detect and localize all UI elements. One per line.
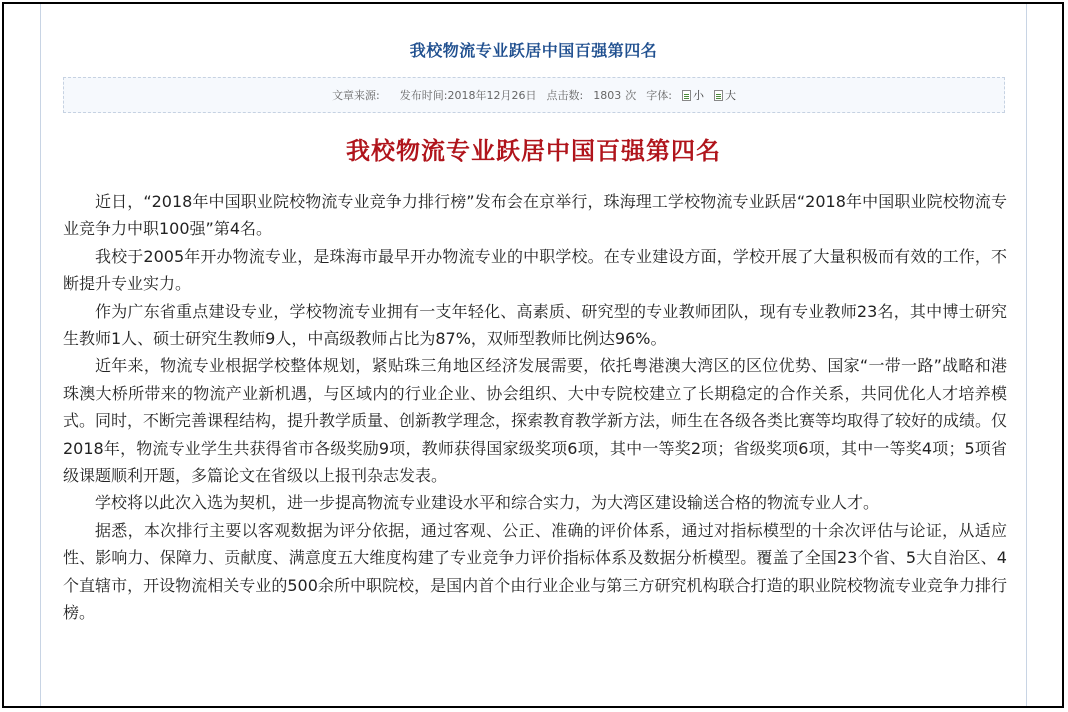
article-paragraph: 作为广东省重点建设专业，学校物流专业拥有一支年轻化、高素质、研究型的专业教师团队，现有专业教师23名，其中博士研究生教师1人、硕士研究生教师9人，中高级教师占比为87%，双师型教师比例达96%。 [63, 301, 1007, 349]
article-paragraph: 近日，“2018年中国职业院校物流专业竞争力排行榜”发布会在京举行，珠海理工学校物流专业跃居“2018年中国职业院校物流专业竞争力中职100强”第4名。 [63, 192, 1007, 239]
clicks-unit: 次 [625, 89, 637, 102]
article-body [63, 188, 1007, 627]
content-column [40, 4, 1027, 706]
article-meta-bar [63, 77, 1005, 113]
font-small-button[interactable] [682, 87, 704, 103]
article-heading: 我校物流专业跃居中国百强第四名 [346, 136, 721, 165]
page-frame [2, 2, 1064, 708]
font-large-label: 大 [724, 89, 736, 102]
article-paragraph: 学校将以此次入选为契机，进一步提高物流专业建设水平和综合实力，为大湾区建设输送合格的物流专业人才。 [95, 493, 880, 513]
clicks-label: 点击数: [546, 89, 584, 102]
date-label: 发布时间: [399, 89, 448, 102]
font-large-button[interactable] [714, 87, 736, 103]
article-paragraph: 近年来，物流专业根据学校整体规划，紧贴珠三角地区经济发展需要，依托粤港澳大湾区的区位优势、国家“一带一路”战略和港珠澳大桥所带来的物流产业新机遇，与区域内的行业企业、协会组织、大中专院校建立了长期稳定的合作关系，共同优化人才培养模式。同时，不断完善课程结构，提升教学质量、创新教学理念，探索教育教学新方法，师生在各级各类比赛等均取得了较好的成绩。仅2018年，物流专业学生共获得省市各级奖励9项，教师获得国家级奖项6项，其中一等奖2项；省级奖项6项，其中一等奖4项；5项省级课题顺利开题，多篇论文在省级以上报刊杂志发表。 [63, 356, 1008, 486]
font-label: 字体: [646, 89, 672, 102]
article-paragraph: 我校于2005年开办物流专业，是珠海市最早开办物流专业的中职学校。在专业建设方面，学校开展了大量积极而有效的工作，不断提升专业实力。 [63, 246, 1007, 294]
document-icon [714, 90, 723, 101]
document-icon [682, 90, 691, 101]
clicks-value: 1803 [593, 88, 622, 102]
page-title: 我校物流专业跃居中国百强第四名 [409, 41, 658, 60]
article-paragraph: 据悉，本次排行主要以客观数据为评分依据，通过客观、公正、准确的评价体系，通过对指标模型的十余次评估与论证，从适应性、影响力、保障力、贡献度、满意度五大维度构建了专业竞争力评价指标体系及数据分析模型。覆盖了全国23个省、5大自治区、4个直辖市，开设物流相关专业的500余所中职院校，是国内首个由行业企业与第三方研究机构联合打造的职业院校物流专业竞争力排行榜。 [63, 520, 1007, 623]
date-value: 2018年12月26日 [447, 89, 537, 102]
source-label: 文章来源: [332, 89, 380, 102]
font-small-label: 小 [692, 89, 704, 102]
